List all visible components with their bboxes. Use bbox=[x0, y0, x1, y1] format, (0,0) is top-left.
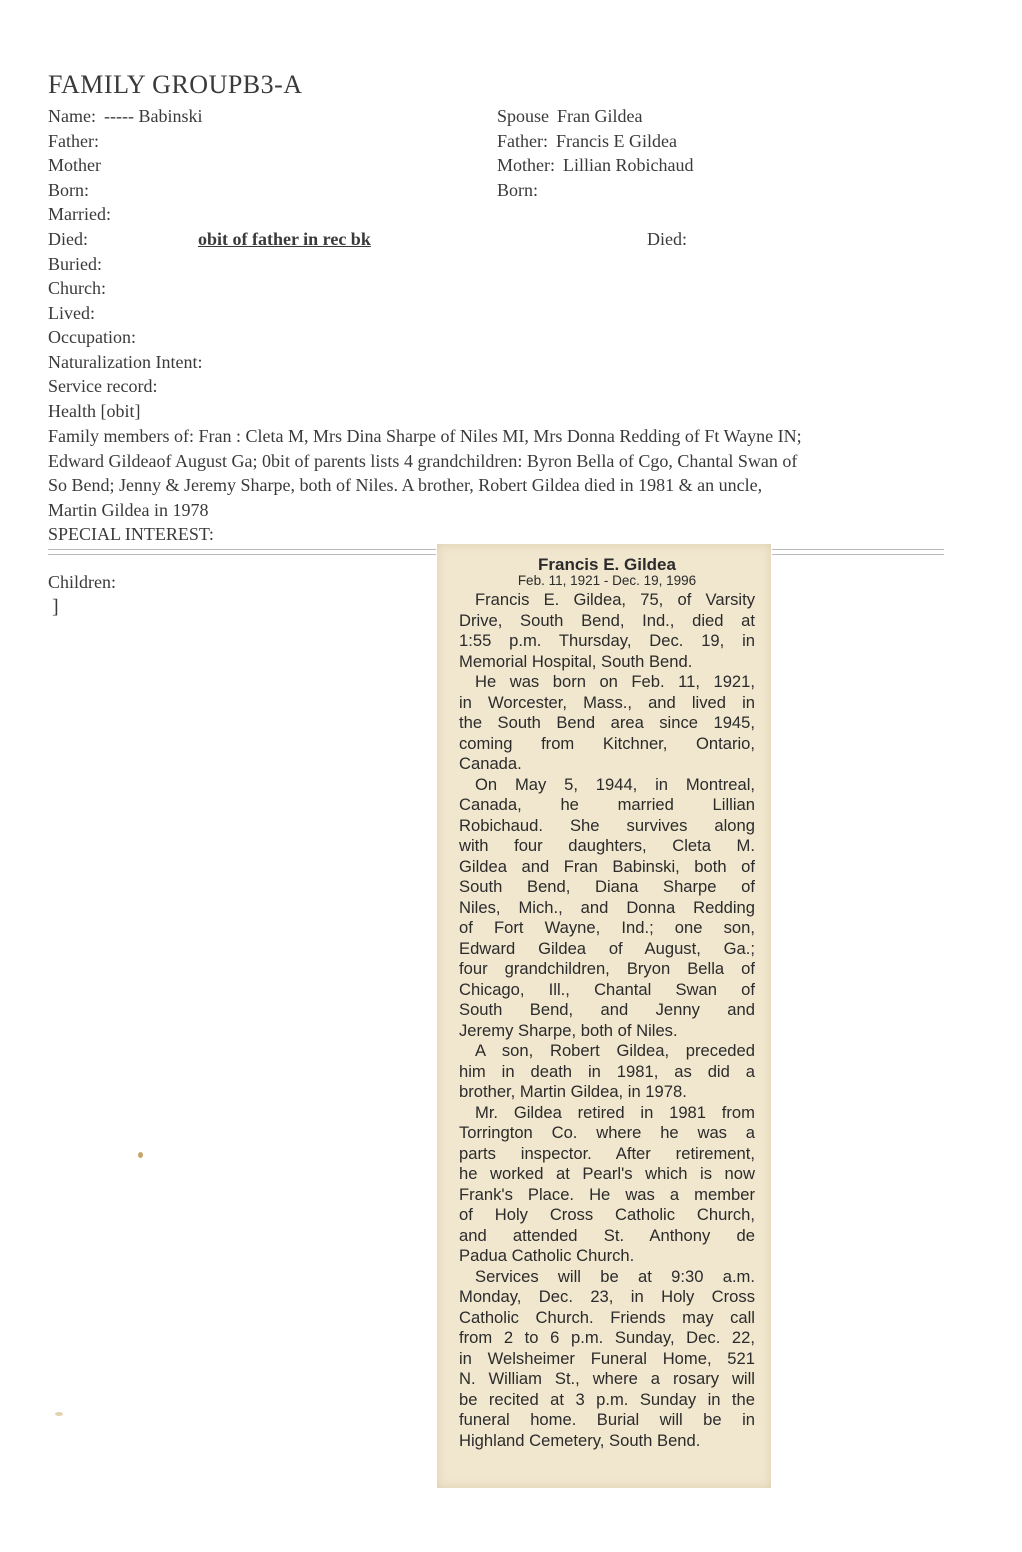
obituary-line: 1:55 p.m. Thursday, Dec. 19, in bbox=[459, 631, 755, 650]
obituary-line: A son, Robert Gildea, preceded bbox=[475, 1041, 755, 1060]
obituary-line: N. William St., where a rosary will bbox=[459, 1369, 755, 1388]
obituary-line: Memorial Hospital, South Bend. bbox=[459, 651, 693, 671]
obituary-line: Padua Catholic Church. bbox=[459, 1246, 635, 1265]
obituary-line: of Holy Cross Catholic Church, bbox=[459, 1205, 755, 1224]
obituary-line: Frank's Place. He was a member bbox=[459, 1184, 755, 1204]
field-value: ----- Babinski bbox=[103, 106, 203, 126]
field-value: Fran Gildea bbox=[557, 106, 643, 126]
field-label: Father: bbox=[48, 131, 99, 151]
spouse-field-row bbox=[497, 153, 693, 177]
field-value: Lillian Robichaud bbox=[563, 155, 694, 175]
obituary-line: Niles, Mich., and Donna Redding bbox=[459, 897, 755, 917]
field-row bbox=[48, 325, 144, 349]
paper-speck bbox=[55, 1412, 63, 1416]
obituary-paragraph bbox=[459, 590, 755, 672]
obituary-dates: Feb. 11, 1921 - Dec. 19, 1996 bbox=[517, 573, 697, 588]
page-title: FAMILY GROUPB3-A bbox=[48, 70, 303, 99]
obituary-line: coming from Kitchner, Ontario, bbox=[459, 733, 755, 753]
obituary-line: in Welsheimer Funeral Home, 521 bbox=[459, 1348, 755, 1368]
field-row bbox=[48, 276, 114, 300]
field-label: Church: bbox=[48, 278, 106, 298]
obituary-line: South Bend, and Jenny and bbox=[459, 1000, 755, 1019]
children-bracket: ] bbox=[52, 596, 59, 618]
obituary-line: of Fort Wayne, Ind.; one son, bbox=[459, 918, 755, 937]
obituary-line: Francis E. Gildea, 75, of Varsity bbox=[475, 590, 755, 609]
field-label: Lived: bbox=[48, 303, 95, 323]
field-label: Name: bbox=[48, 106, 96, 126]
field-label: Mother: bbox=[497, 155, 555, 175]
field-row bbox=[48, 178, 97, 202]
children-label: Children: bbox=[48, 572, 116, 592]
obituary-clipping bbox=[437, 544, 771, 1488]
paper-speck bbox=[138, 1152, 143, 1158]
field-label: Born: bbox=[497, 180, 539, 200]
field-row bbox=[48, 252, 110, 276]
field-label: Service record: bbox=[48, 376, 158, 396]
field-label: Occupation: bbox=[48, 327, 136, 347]
obituary-line: Services will be at 9:30 a.m. bbox=[475, 1266, 755, 1286]
spouse-field-row bbox=[497, 129, 677, 153]
family-line: Family members of: Fran : Cleta M, Mrs Dina Sharpe of Niles MI, Mrs Donna Redding of Ft Wayne IN; bbox=[48, 426, 802, 446]
field-row bbox=[48, 153, 109, 177]
field-label: Naturalization Intent: bbox=[48, 352, 203, 372]
obituary-line: him in death in 1981, as did a bbox=[459, 1061, 755, 1081]
field-row bbox=[48, 350, 210, 374]
obituary-line: with four daughters, Cleta M. bbox=[459, 836, 755, 855]
family-line: Edward Gildeaof August Ga; 0bit of parents lists 4 grandchildren: Byron Bella of Cgo, Chantal Swan of bbox=[48, 450, 798, 471]
family-members-block bbox=[48, 424, 948, 547]
obituary-line: Canada. bbox=[459, 754, 522, 773]
divider-left bbox=[48, 549, 436, 555]
obituary-line: he worked at Pearl's which is now bbox=[459, 1164, 755, 1183]
field-label: Spouse bbox=[497, 106, 550, 126]
field-label: Health [obit] bbox=[48, 401, 141, 421]
obituary-line: brother, Martin Gildea, in 1978. bbox=[459, 1082, 687, 1101]
obituary-paragraph bbox=[459, 1041, 755, 1103]
field-label: Buried: bbox=[48, 254, 102, 274]
obituary-line: He was born on Feb. 11, 1921, bbox=[475, 672, 755, 691]
obituary-paragraph bbox=[459, 1103, 755, 1267]
field-row bbox=[48, 227, 96, 251]
field-label: Married: bbox=[48, 204, 111, 224]
field-row bbox=[48, 202, 119, 226]
obituary-body bbox=[459, 590, 755, 1451]
field-label: Father: bbox=[497, 131, 548, 151]
obituary-line: South Bend, Diana Sharpe of bbox=[459, 877, 755, 896]
spouse-died-label: Died: bbox=[647, 229, 687, 249]
spouse-field-row bbox=[497, 104, 643, 128]
obituary-paragraph bbox=[459, 775, 755, 1042]
obituary-line: Catholic Church. Friends may call bbox=[459, 1307, 755, 1327]
field-row bbox=[48, 104, 202, 128]
obituary-line: in Worcester, Mass., and lived in bbox=[459, 692, 755, 712]
obituary-line: Drive, South Bend, Ind., died at bbox=[459, 610, 755, 630]
obituary-line: the South Bend area since 1945, bbox=[459, 713, 755, 732]
obituary-line: Highland Cemetery, South Bend. bbox=[459, 1430, 701, 1450]
obituary-line: Mr. Gildea retired in 1981 from bbox=[475, 1102, 755, 1122]
obituary-line: funeral home. Burial will be in bbox=[459, 1410, 755, 1429]
field-value: Francis E Gildea bbox=[556, 131, 677, 151]
obituary-line: parts inspector. After retirement, bbox=[459, 1143, 755, 1163]
family-line: So Bend; Jenny & Jeremy Sharpe, both of Niles. A brother, Robert Gildea died in 1981 & an uncle, bbox=[48, 475, 763, 495]
special-interest-label: SPECIAL INTEREST: bbox=[48, 524, 214, 544]
obituary-line: Monday, Dec. 23, in Holy Cross bbox=[459, 1287, 755, 1306]
field-row bbox=[48, 374, 165, 398]
obituary-line: Gildea and Fran Babinski, both of bbox=[459, 856, 755, 876]
obituary-line: Robichaud. She survives along bbox=[459, 815, 755, 835]
family-line: Martin Gildea in 1978 bbox=[48, 499, 209, 520]
field-label: Died: bbox=[48, 229, 88, 249]
obituary-paragraph bbox=[459, 672, 755, 775]
obituary-line: be recited at 3 p.m. Sunday in the bbox=[459, 1389, 755, 1409]
obituary-line: from 2 to 6 p.m. Sunday, Dec. 22, bbox=[459, 1328, 755, 1347]
spouse-field-row bbox=[497, 178, 546, 202]
obituary-line: Torrington Co. where he was a bbox=[459, 1123, 755, 1142]
obituary-paragraph bbox=[459, 1267, 755, 1452]
obituary-line: Canada, he married Lillian bbox=[459, 795, 755, 814]
obituary-line: and attended St. Anthony de bbox=[459, 1225, 755, 1245]
field-label: Mother bbox=[48, 155, 101, 175]
field-row bbox=[48, 301, 103, 325]
divider-right bbox=[772, 549, 944, 555]
obituary-line: Chicago, Ill., Chantal Swan of bbox=[459, 979, 755, 999]
field-row bbox=[48, 399, 148, 423]
obituary-line: Jeremy Sharpe, both of Niles. bbox=[459, 1020, 678, 1040]
field-label: Born: bbox=[48, 180, 90, 200]
field-row bbox=[48, 129, 107, 153]
obit-note-link[interactable]: obit of father in rec bk bbox=[198, 229, 371, 249]
obituary-name: Francis E. Gildea bbox=[538, 555, 676, 574]
obituary-line: On May 5, 1944, in Montreal, bbox=[475, 774, 755, 794]
obituary-line: four grandchildren, Bryon Bella of bbox=[459, 959, 755, 978]
obituary-line: Edward Gildea of August, Ga.; bbox=[459, 938, 755, 958]
